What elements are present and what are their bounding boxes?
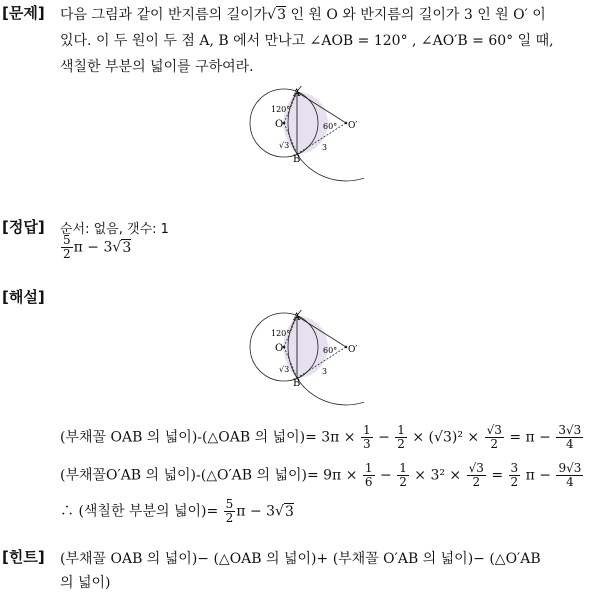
math-sqrt: √3 (267, 7, 286, 23)
hint-line-2: 의 넓이) (60, 575, 111, 591)
geometry-figure-2 (249, 310, 364, 410)
solution-line-2: (부채꼴O′AB 의 넓이)-(△O′AB 의 넓이)= 9π × $\frac{1}{6}$ − $\frac{1}{2}$ × 3² × $\frac{√3}{2}$ = $\frac{3}{2}$ π − $\frac{9√3}{4}$ (60, 461, 582, 490)
svg-text:O: O (275, 343, 284, 354)
svg-text:B: B (293, 378, 301, 389)
svg-text:√3: √3 (279, 365, 290, 374)
problem-line-2: 있다. 이 두 원이 두 점 A, B 에서 만나고 ∠AOB = 120° , ∠AO′B = 60° 일 때, (60, 33, 554, 49)
hint-line-1: (부채꼴 OAB 의 넓이)− (△OAB 의 넓이)+ (부채꼴 O′AB 의 넓이)− (△O′AB (60, 551, 541, 567)
problem-line-3: 색칠한 부분의 넓이를 구하여라. (60, 59, 254, 75)
svg-text:O′: O′ (348, 345, 358, 355)
label-b: B (293, 154, 301, 165)
fraction: $\frac{5}{2}$ (63, 233, 71, 262)
radius-small-label: √3 (279, 141, 290, 150)
problem-label: [문제] (2, 4, 45, 22)
svg-text:3: 3 (322, 367, 328, 376)
problem-line-1 (60, 4, 546, 24)
radius-large-label: 3 (322, 143, 328, 152)
angle-o-label: 120° (271, 105, 291, 114)
solution-line-1: (부채꼴 OAB 의 넓이)-(△OAB 의 넓이)= 3π × $\frac{1}{3}$ − $\frac{1}{2}$ × (√3)² × $\frac{√3}{2}$ = π − $\frac{3√3}{4}$ (60, 423, 582, 452)
problem-text: 인 원 O 와 반지름의 길이가 3 인 원 O′ 이 (290, 7, 546, 23)
label-a: A (293, 88, 301, 99)
angle-o2-label: 60° (323, 122, 338, 131)
hint-label: [힌트] (2, 548, 45, 566)
answer-label: [정답] (2, 218, 45, 236)
geometry-figure-1 (249, 86, 364, 188)
answer-value: $\frac{5}{2}$ π − 3√3 (63, 233, 132, 262)
label-o: O (275, 119, 284, 130)
solution-line-3: ∴ (색칠한 부분의 넓이)= $\frac{5}{2}$ π − 3√3 (60, 497, 294, 526)
svg-text:A: A (293, 312, 301, 323)
label-o-prime: O′ (348, 121, 358, 131)
solution-label: [해설] (2, 288, 45, 306)
answer-meta: 순서: 없음, 갯수: 1 (60, 222, 169, 237)
svg-text:120°: 120° (271, 329, 291, 338)
svg-text:60°: 60° (323, 346, 338, 355)
problem-text: 다음 그림과 같이 반지름의 길이가 (60, 7, 268, 23)
